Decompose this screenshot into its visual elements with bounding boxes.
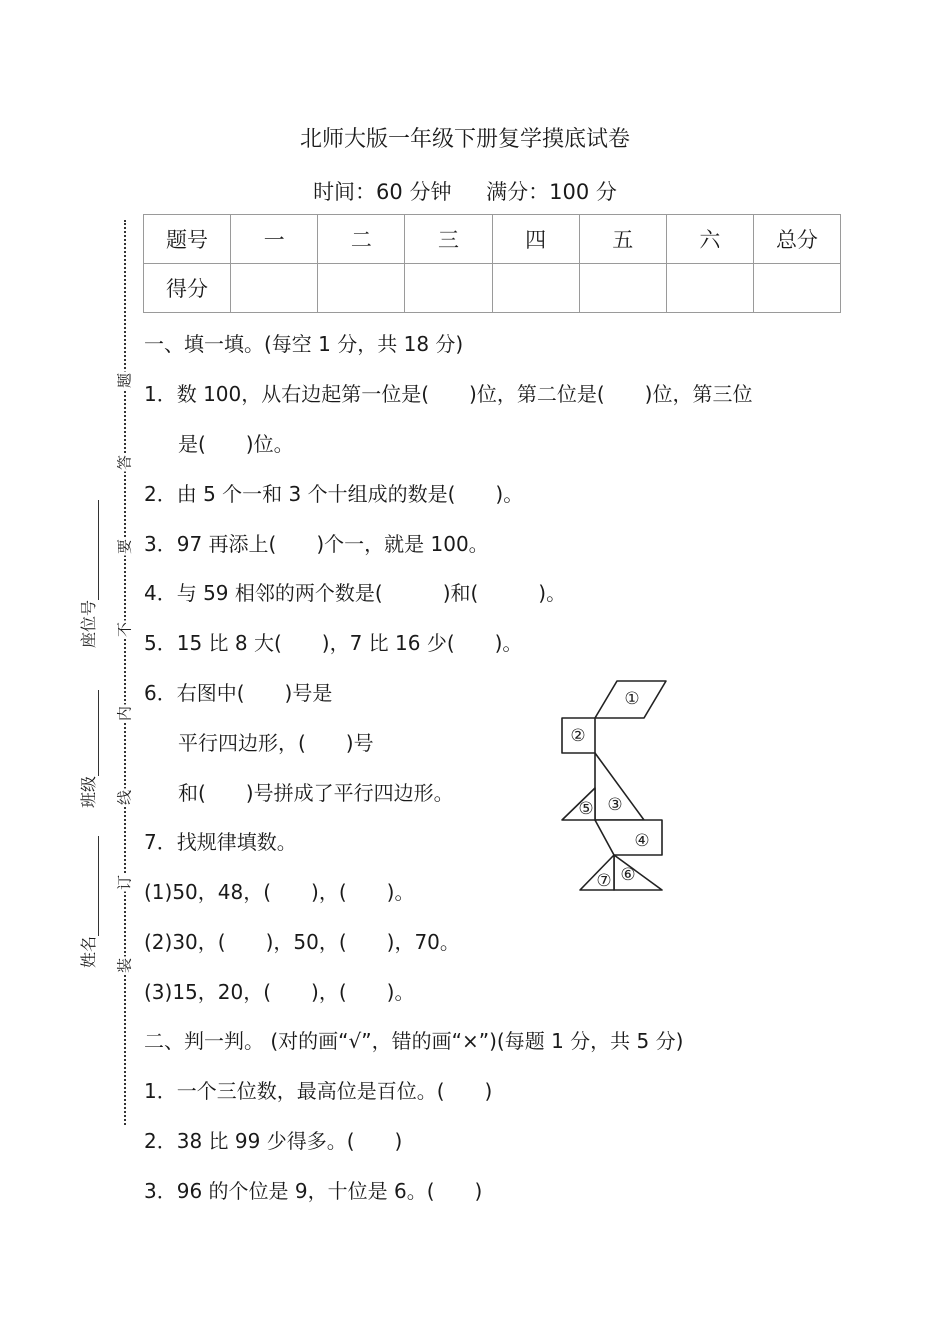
seat-number-field[interactable] <box>76 500 99 648</box>
binding-char: 不 <box>115 622 134 638</box>
tangram-piece-4 <box>595 820 662 855</box>
question-6: 6．右图中( )号是 <box>144 681 333 705</box>
binding-char: 订 <box>115 875 134 891</box>
binding-char: 答 <box>115 455 134 471</box>
table-cell: 二 <box>318 215 405 264</box>
question-2: 2．由 5 个一和 3 个十组成的数是( )。 <box>144 482 524 506</box>
seat-number-label: 座位号 <box>79 599 98 648</box>
name-label: 姓名 <box>79 935 98 968</box>
judge-question-1: 1．一个三位数，最高位是百位。( ) <box>144 1079 493 1103</box>
score-cell[interactable] <box>231 264 318 313</box>
exam-info <box>0 176 930 206</box>
table-cell: 三 <box>405 215 492 264</box>
table-cell: 题号 <box>144 215 231 264</box>
score-cell[interactable] <box>318 264 405 313</box>
judge-question-3: 3．96 的个位是 9，十位是 6。( ) <box>144 1179 483 1203</box>
question-7: 7．找规律填数。 <box>144 830 297 854</box>
score-table-score-row <box>144 264 841 313</box>
table-cell: 六 <box>666 215 753 264</box>
table-cell: 一 <box>231 215 318 264</box>
piece-label-1: ① <box>624 689 640 709</box>
question-6-cont: 平行四边形，( )号 <box>178 731 374 755</box>
section1-heading: 一、填一填。(每空 1 分，共 18 分) <box>144 332 464 356</box>
section2-heading: 二、判一判。 (对的画“√”，错的画“×”)(每题 1 分，共 5 分) <box>144 1029 684 1053</box>
table-cell: 四 <box>492 215 579 264</box>
score-cell[interactable] <box>492 264 579 313</box>
table-cell: 总分 <box>753 215 840 264</box>
binding-char: 要 <box>115 539 134 555</box>
name-blank[interactable] <box>84 836 99 936</box>
piece-label-2: ② <box>570 726 586 746</box>
binding-char: 题 <box>115 373 134 389</box>
class-blank[interactable] <box>84 690 99 776</box>
question-5: 5．15 比 8 大( )，7 比 16 少( )。 <box>144 631 523 655</box>
full-score: 满分：100 分 <box>486 180 617 204</box>
question-3: 3．97 再添上( )个一，就是 100。 <box>144 532 489 556</box>
binding-char: 内 <box>115 706 134 722</box>
judge-question-2: 2．38 比 99 少得多。( ) <box>144 1129 403 1153</box>
tangram-rabbit-figure <box>558 678 670 896</box>
question-4: 4．与 59 相邻的两个数是( )和( )。 <box>144 581 567 605</box>
score-cell[interactable] <box>753 264 840 313</box>
piece-label-4: ④ <box>634 831 650 851</box>
question-1: 1．数 100，从右边起第一位是( )位，第二位是( )位，第三位 <box>144 382 753 406</box>
question-6-cont2: 和( )号拼成了平行四边形。 <box>178 781 454 805</box>
name-field[interactable] <box>76 836 99 968</box>
binding-char: 装 <box>115 958 134 974</box>
score-table <box>143 214 841 313</box>
piece-label-7: ⑦ <box>596 871 612 891</box>
piece-label-6: ⑥ <box>620 865 636 885</box>
question-7-1: (1)50，48，( )，( )。 <box>144 880 415 904</box>
page-title: 北师大版一年级下册复学摸底试卷 <box>299 127 630 152</box>
binding-char: 线 <box>115 790 134 806</box>
piece-label-3: ③ <box>607 795 623 815</box>
question-1-cont: 是( )位。 <box>178 432 294 456</box>
table-cell: 得分 <box>144 264 231 313</box>
class-field[interactable] <box>76 690 99 808</box>
score-table-header-row <box>144 215 841 264</box>
seat-number-blank[interactable] <box>84 500 99 600</box>
score-cell[interactable] <box>666 264 753 313</box>
time-limit: 时间：60 分钟 <box>313 180 452 204</box>
table-cell: 五 <box>579 215 666 264</box>
question-7-2: (2)30，( )，50，( )，70。 <box>144 930 460 954</box>
piece-label-5: ⑤ <box>578 799 594 819</box>
binding-dotted-line <box>124 220 126 1125</box>
question-7-3: (3)15，20，( )，( )。 <box>144 980 415 1004</box>
score-cell[interactable] <box>579 264 666 313</box>
score-cell[interactable] <box>405 264 492 313</box>
class-label: 班级 <box>79 775 98 808</box>
